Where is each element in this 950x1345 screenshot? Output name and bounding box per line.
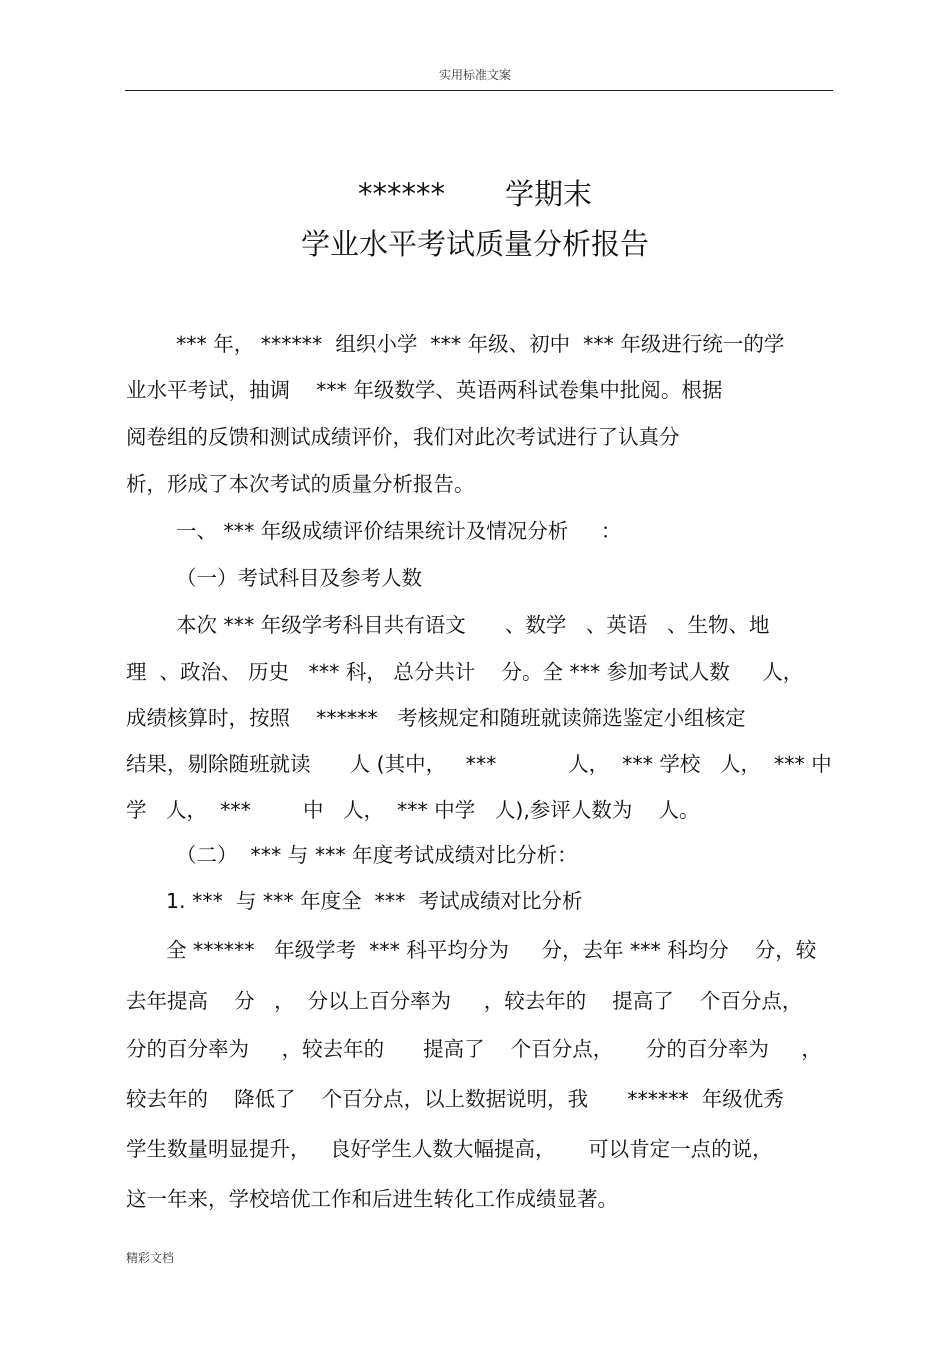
paragraph-line: 较去年的 降低了 个百分点，以上数据说明，我 ****** 年级优秀 (126, 1087, 784, 1111)
page-header: 实用标准文案 (438, 68, 511, 82)
paragraph-line: 成绩核算时，按照 ****** 考核规定和随班就读筛选鉴定小组核定 (126, 706, 746, 730)
paragraph-line: 这一年来，学校培优工作和后进生转化工作成绩显著。 (126, 1187, 618, 1211)
document-title-line1 (0, 172, 950, 213)
paragraph-line: 阅卷组的反馈和测试成绩评价，我们对此次考试进行了认真分 (126, 425, 680, 449)
title-stars: ****** (357, 177, 445, 211)
header-rule (125, 90, 833, 91)
subsubsection-heading: 1. *** 与 *** 年度全 *** 考试成绩对比分析 (166, 889, 583, 913)
paragraph-line: 学 人， *** 中 人， *** 中学 人),参评人数为 人。 (126, 798, 700, 822)
paragraph-line: 本次 *** 年级学考科目共有语文 、数学 、英语 、生物、地 (176, 613, 770, 637)
subsection-heading: （一）考试科目及参考人数 (176, 566, 422, 590)
section-heading: 一、 *** 年级成绩评价结果统计及情况分析 ： (176, 519, 622, 543)
paragraph-line: 结果，剔除随班就读 人 (其中， *** 人， *** 学校 人， *** 中 (126, 752, 832, 776)
paragraph-line: 析，形成了本次考试的质量分析报告。 (126, 472, 475, 496)
page-footer: 精彩文档 (126, 1251, 175, 1265)
paragraph-line: 分的百分率为 ，较去年的 提高了 个百分点， 分的百分率为 ， (126, 1037, 822, 1061)
document-title-line2: 学业水平考试质量分析报告 (300, 227, 649, 261)
paragraph-line: 学生数量明显提升， 良好学生人数大幅提高， 可以肯定一点的说， (126, 1137, 773, 1161)
paragraph-line: *** 年， ****** 组织小学 *** 年级、初中 *** 年级进行统一的学 (176, 332, 785, 356)
paragraph-line: 理 、政治、 历史 *** 科， 总分共计 分。全 *** 参加考试人数 人， (126, 660, 804, 684)
paragraph-line: 全 ****** 年级学考 *** 科平均分为 分，去年 *** 科均分 分，较 (166, 938, 817, 962)
subsection-heading: （二） *** 与 *** 年度考试成绩对比分析： (176, 843, 578, 867)
paragraph-line: 去年提高 分 ， 分以上百分率为 ，较去年的 提高了 个百分点， (126, 989, 803, 1013)
paragraph-line: 业水平考试，抽调 *** 年级数学、英语两科试卷集中批阅。根据 (126, 378, 723, 402)
title-term: 学期末 (504, 177, 592, 211)
